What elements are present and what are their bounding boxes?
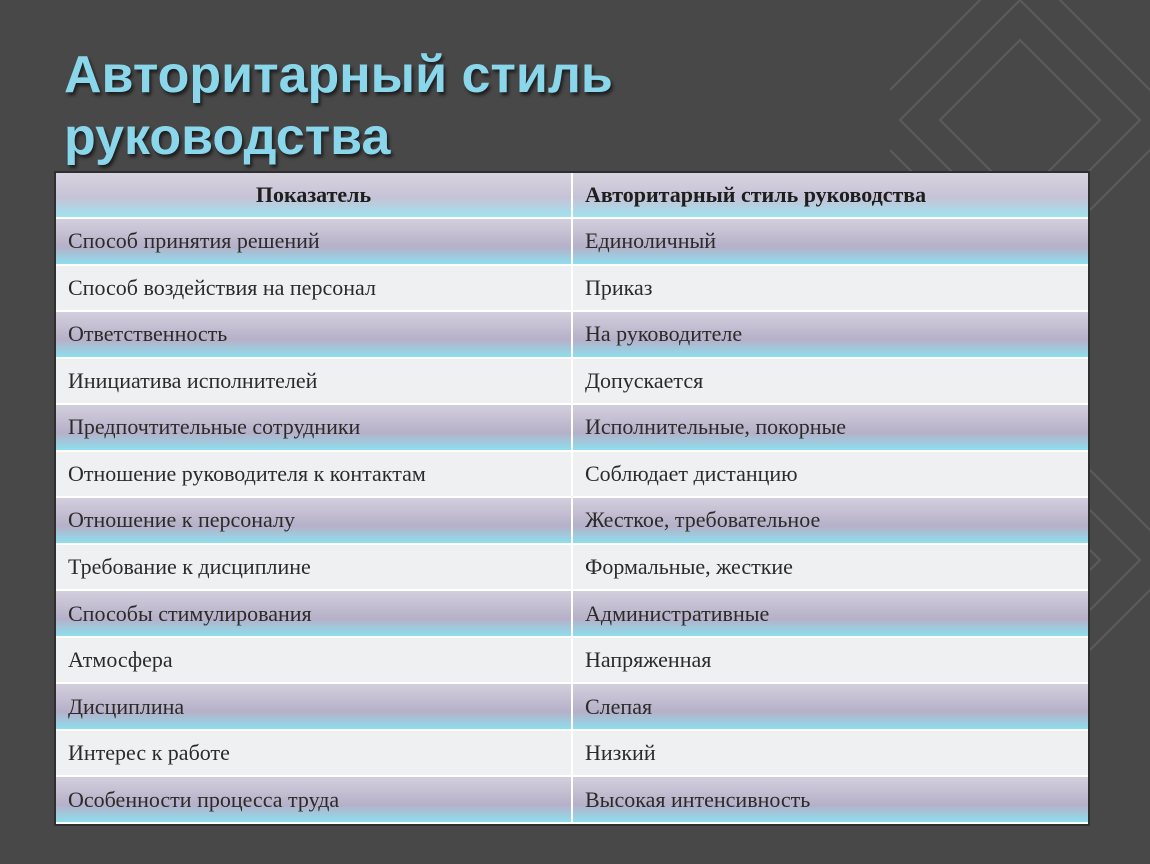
indicator-cell: Ответственность bbox=[56, 311, 572, 358]
table-row bbox=[56, 497, 1088, 544]
value-cell: Жесткое, требовательное bbox=[572, 497, 1088, 544]
table-row bbox=[56, 683, 1088, 730]
table-row bbox=[56, 404, 1088, 451]
indicator-cell: Способ воздействия на персонал bbox=[56, 265, 572, 312]
column-header-indicator: Показатель bbox=[56, 173, 572, 218]
table-row bbox=[56, 358, 1088, 405]
slide-title: Авторитарный стиль руководства bbox=[64, 46, 613, 166]
indicator-cell: Интерес к работе bbox=[56, 730, 572, 777]
indicator-cell: Атмосфера bbox=[56, 637, 572, 684]
table-row bbox=[56, 544, 1088, 591]
style-comparison-table bbox=[54, 171, 1090, 826]
indicator-cell: Отношение к персоналу bbox=[56, 497, 572, 544]
value-cell: Приказ bbox=[572, 265, 1088, 312]
table-header-row bbox=[56, 173, 1088, 218]
value-cell: Единоличный bbox=[572, 218, 1088, 265]
table-row bbox=[56, 451, 1088, 498]
indicator-cell: Способ принятия решений bbox=[56, 218, 572, 265]
value-cell: Низкий bbox=[572, 730, 1088, 777]
table-row bbox=[56, 265, 1088, 312]
value-cell: Формальные, жесткие bbox=[572, 544, 1088, 591]
table-row bbox=[56, 730, 1088, 777]
indicator-cell: Отношение руководителя к контактам bbox=[56, 451, 572, 498]
value-cell: Высокая интенсивность bbox=[572, 776, 1088, 823]
indicator-cell: Способы стимулирования bbox=[56, 590, 572, 637]
table-row bbox=[56, 776, 1088, 823]
value-cell: Соблюдает дистанцию bbox=[572, 451, 1088, 498]
table-row bbox=[56, 637, 1088, 684]
indicator-cell: Дисциплина bbox=[56, 683, 572, 730]
table-row bbox=[56, 311, 1088, 358]
table-row bbox=[56, 218, 1088, 265]
value-cell: Напряженная bbox=[572, 637, 1088, 684]
indicator-cell: Особенности процесса труда bbox=[56, 776, 572, 823]
indicator-cell: Требование к дисциплине bbox=[56, 544, 572, 591]
value-cell: Административные bbox=[572, 590, 1088, 637]
indicator-cell: Предпочтительные сотрудники bbox=[56, 404, 572, 451]
data-table bbox=[56, 173, 1088, 824]
indicator-cell: Инициатива исполнителей bbox=[56, 358, 572, 405]
table-row bbox=[56, 590, 1088, 637]
value-cell: На руководителе bbox=[572, 311, 1088, 358]
value-cell: Слепая bbox=[572, 683, 1088, 730]
value-cell: Исполнительные, покорные bbox=[572, 404, 1088, 451]
column-header-style: Авторитарный стиль руководства bbox=[572, 173, 1088, 218]
value-cell: Допускается bbox=[572, 358, 1088, 405]
